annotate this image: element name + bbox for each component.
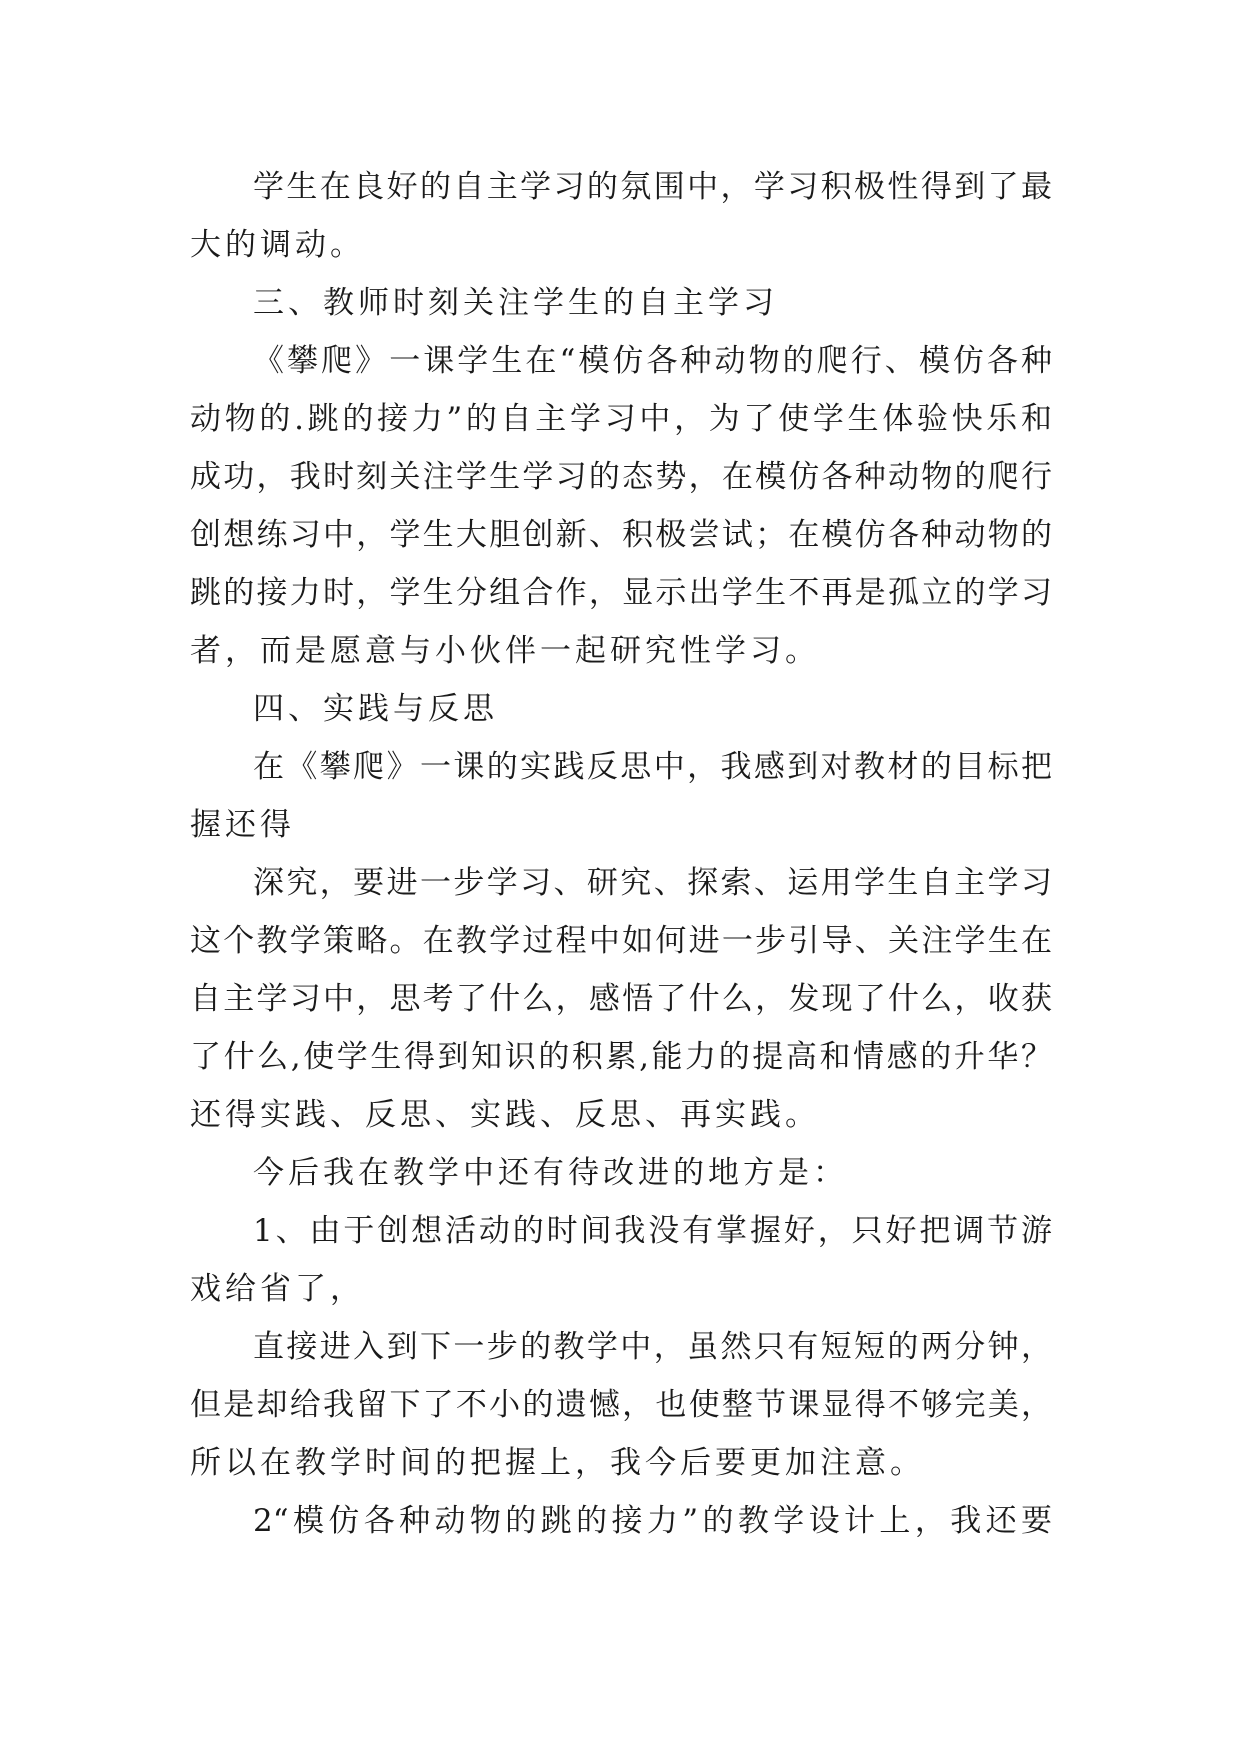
paragraph-line: 《攀爬》一课学生在“模仿各种动物的爬行、模仿各种	[253, 343, 1052, 379]
paragraph-line: 直接进入到下一步的教学中，虽然只有短短的两分钟，	[253, 1329, 1052, 1365]
list-item: 戏给省了，	[190, 1271, 365, 1307]
paragraph-line: 创想练习中，学生大胆创新、积极尝试；在模仿各种动物的	[190, 517, 1052, 553]
list-item: 1、由于创想活动的时间我没有掌握好，只好把调节游	[253, 1213, 1052, 1249]
paragraph-line: 者，而是愿意与小伙伴一起研究性学习。	[190, 633, 820, 669]
paragraph-line: 学生在良好的自主学习的氛围中，学习积极性得到了最	[253, 169, 1052, 205]
paragraph-line: 在《攀爬》一课的实践反思中，我感到对教材的目标把	[253, 749, 1052, 785]
section-heading: 三、教师时刻关注学生的自主学习	[253, 285, 778, 321]
paragraph-line: 还得实践、反思、实践、反思、再实践。	[190, 1097, 820, 1133]
paragraph-line: 深究，要进一步学习、研究、探索、运用学生自主学习	[253, 865, 1052, 901]
paragraph-line: 大的调动。	[190, 227, 365, 263]
paragraph-line: 所以在教学时间的把握上，我今后要更加注意。	[190, 1445, 925, 1481]
paragraph-line: 跳的接力时，学生分组合作，显示出学生不再是孤立的学习	[190, 575, 1052, 611]
section-heading: 四、实践与反思	[253, 691, 498, 727]
paragraph-line: 了什么,使学生得到知识的积累,能力的提高和情感的升华？	[190, 1039, 1052, 1075]
paragraph-line: 握还得	[190, 807, 295, 843]
paragraph-line: 自主学习中，思考了什么，感悟了什么，发现了什么，收获	[190, 981, 1052, 1017]
paragraph-line: 成功，我时刻关注学生学习的态势，在模仿各种动物的爬行	[190, 459, 1052, 495]
paragraph-line: 这个教学策略。在教学过程中如何进一步引导、关注学生在	[190, 923, 1052, 959]
paragraph-line: 但是却给我留下了不小的遗憾，也使整节课显得不够完美，	[190, 1387, 1052, 1423]
list-item: 2“模仿各种动物的跳的接力”的教学设计上，我还要	[253, 1503, 1052, 1539]
paragraph-line: 今后我在教学中还有待改进的地方是：	[253, 1155, 848, 1191]
paragraph-line: 动物的.跳的接力”的自主学习中，为了使学生体验快乐和	[190, 401, 1052, 437]
